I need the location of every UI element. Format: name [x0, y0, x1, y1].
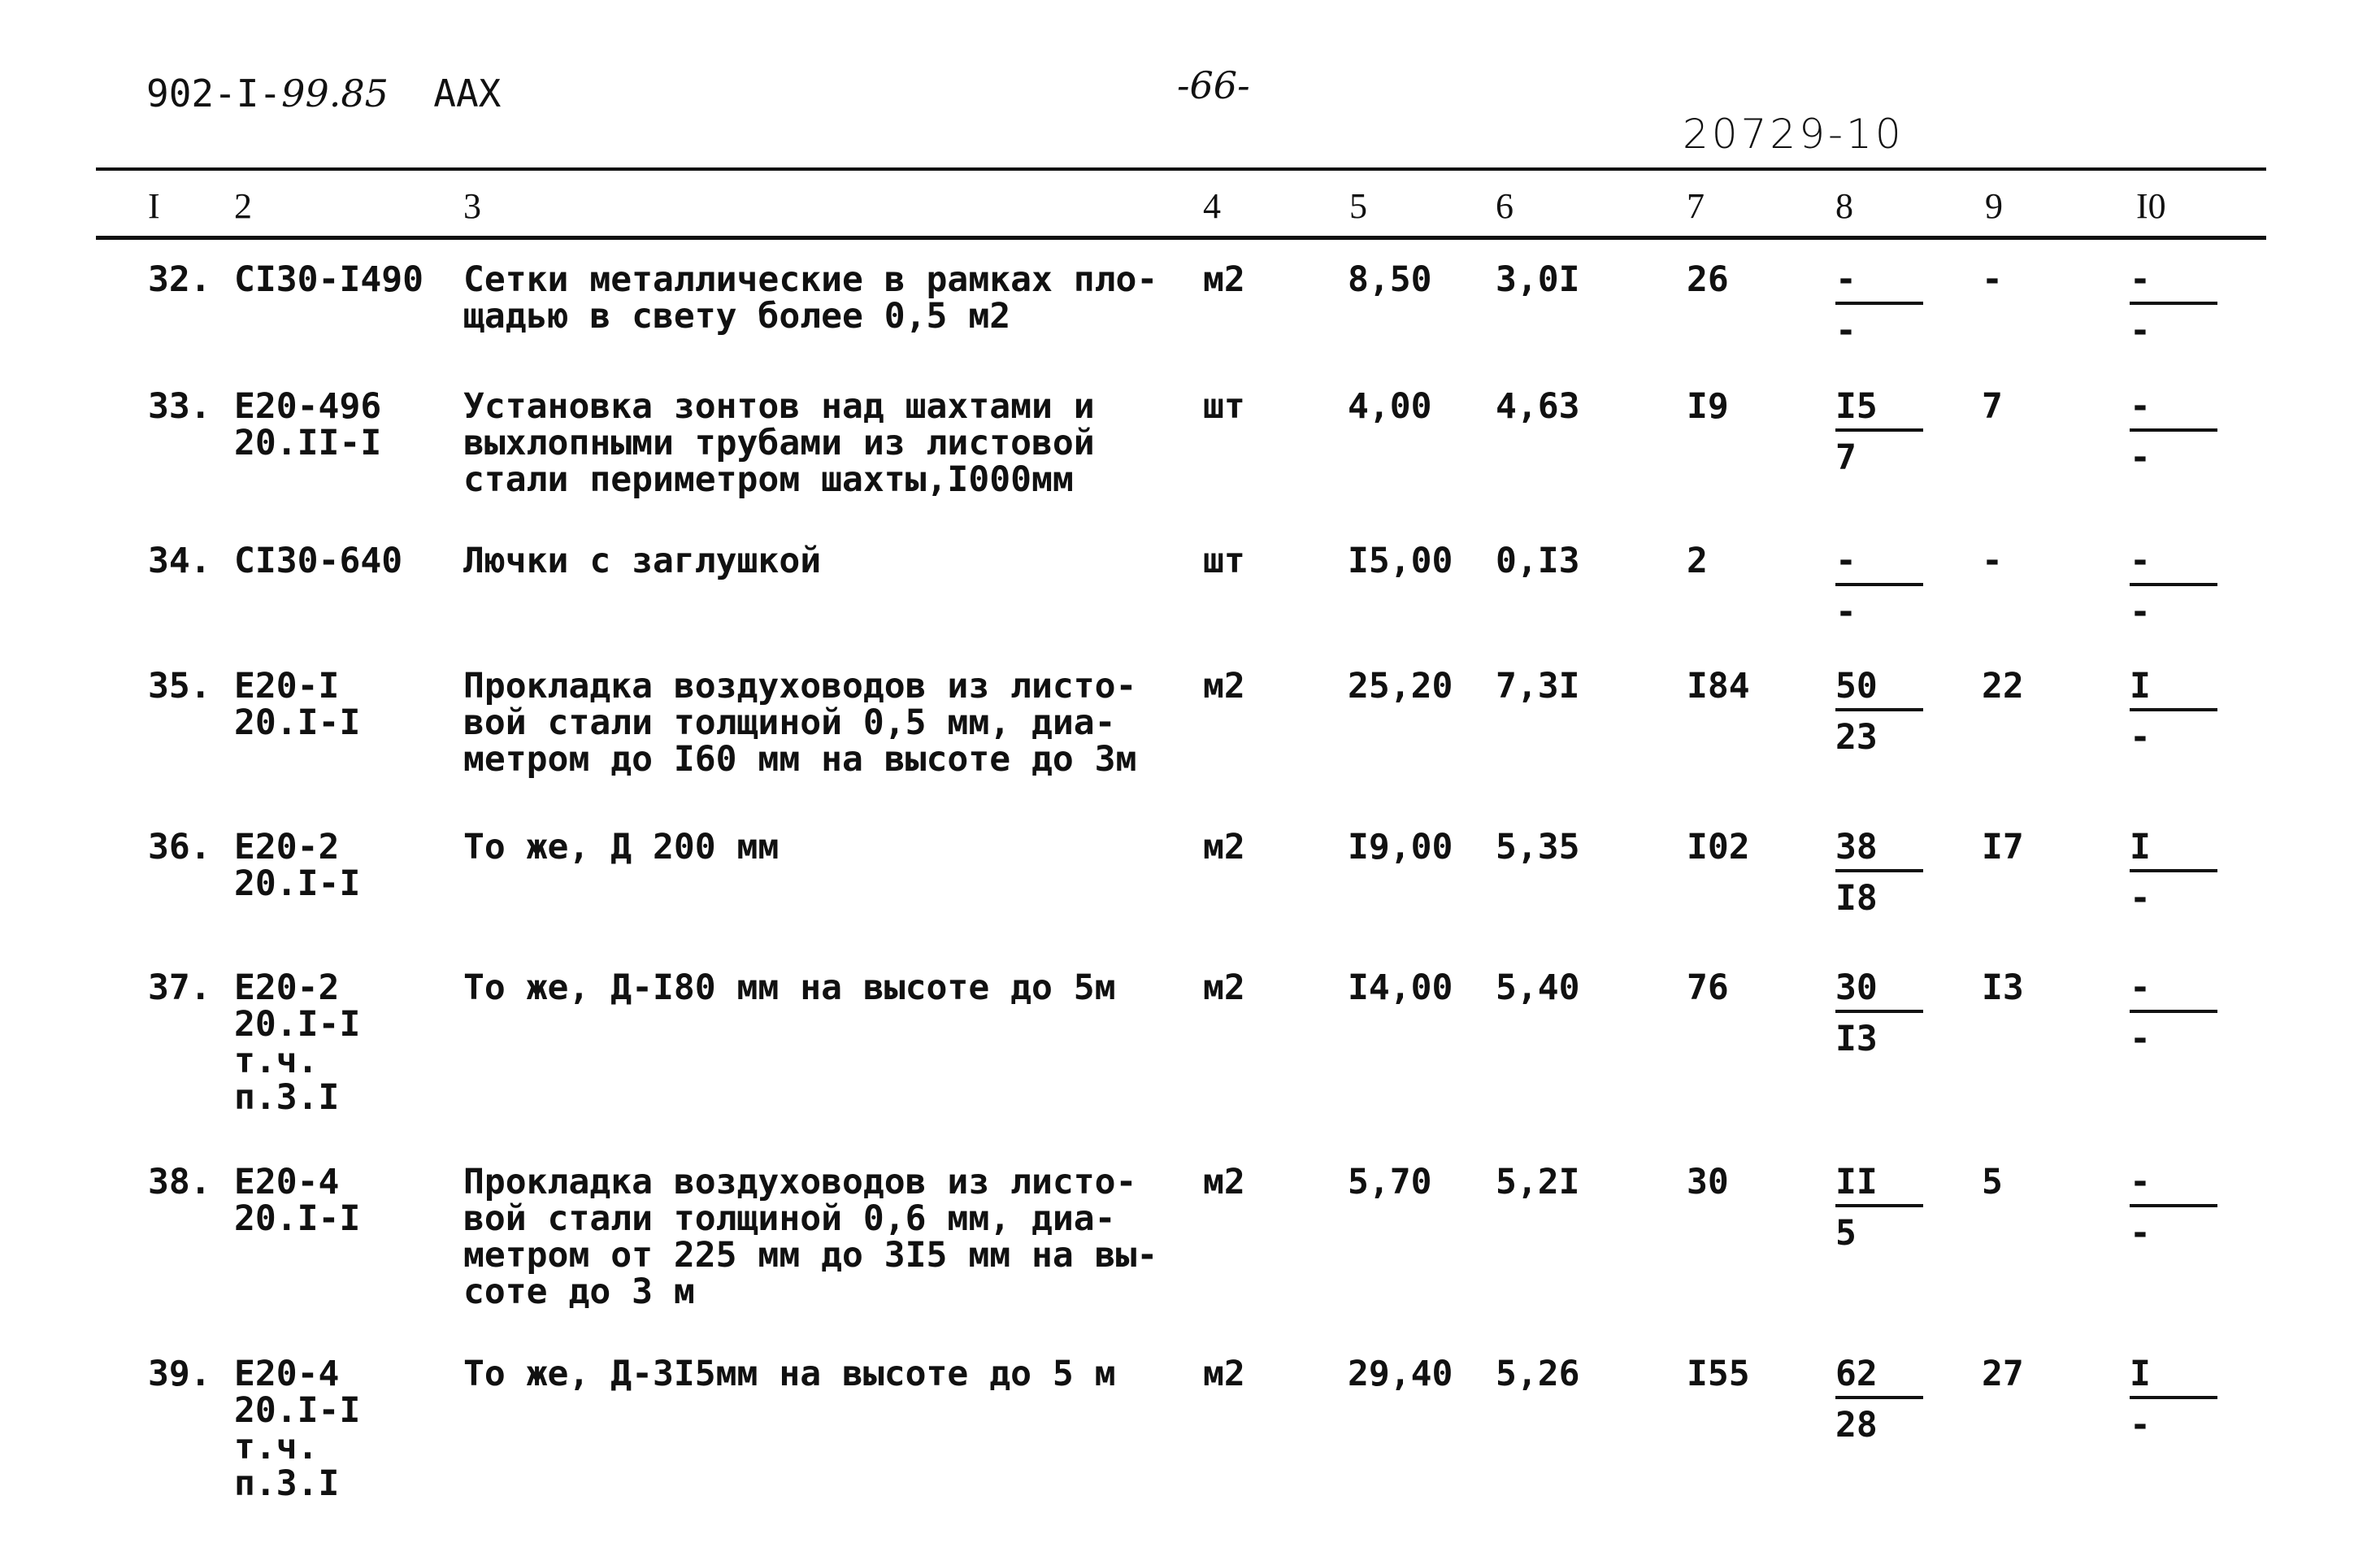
column-header-6: 6 [1496, 186, 1514, 226]
project-code-printed: 902-I- [146, 72, 282, 115]
column-10-value-numerator: I [2130, 666, 2151, 706]
rate-code [234, 543, 402, 580]
rate-code [234, 1356, 360, 1502]
column-header-3: 3 [463, 186, 481, 226]
rate-code-line: E20-4 [234, 1162, 340, 1202]
column-10-value-denominator: - [2130, 1019, 2151, 1059]
column-header-5: 5 [1349, 186, 1367, 226]
column-10-value-numerator: - [2130, 1162, 2151, 1202]
unit-price: 3,0I [1496, 259, 1580, 300]
work-description-line: вой стали толщиной 0,6 мм, диа- [463, 1198, 1116, 1239]
column-10-value-fraction-bar [2130, 583, 2217, 586]
column-10-value [2130, 967, 2219, 1059]
total-cost: 26 [1687, 259, 1729, 300]
column-8-value-numerator: II [1835, 1162, 1878, 1202]
work-description [463, 1164, 1157, 1311]
column-header-9: 9 [1985, 186, 2003, 226]
unit-price: 5,40 [1496, 967, 1580, 1008]
work-description-line: выхлопными трубами из листовой [463, 423, 1095, 463]
column-10-value [2130, 259, 2219, 351]
quantity: 29,40 [1348, 1354, 1453, 1394]
column-10-value-numerator: - [2130, 967, 2151, 1008]
column-9-value: 7 [1982, 386, 2003, 427]
column-8-value-denominator: I8 [1835, 878, 1878, 919]
total-cost: I55 [1687, 1354, 1750, 1394]
column-10-value [2130, 1164, 2219, 1252]
column-10-value-numerator: - [2130, 386, 2151, 427]
column-8-value [1835, 1164, 1925, 1252]
project-code-handwritten: 99.85 [281, 72, 389, 115]
column-10-value-fraction-bar [2130, 708, 2217, 711]
column-8-value-fraction-bar [1835, 583, 1923, 586]
rate-code [234, 668, 360, 741]
column-8-value-denominator: - [1835, 311, 1857, 351]
column-8-value-denominator: 28 [1835, 1405, 1878, 1445]
column-10-value-fraction-bar [2130, 302, 2217, 305]
rate-code-line: 20.I-I [234, 1390, 361, 1431]
unit-price: 0,I3 [1496, 541, 1580, 581]
column-9-value: I7 [1982, 827, 2024, 867]
column-10-value-denominator: - [2130, 311, 2151, 351]
unit-price: 5,35 [1496, 827, 1580, 867]
work-description-line: метром от 225 мм до 3I5 мм на вы- [463, 1235, 1158, 1276]
column-8-value-denominator: 23 [1835, 717, 1878, 758]
rate-code-line: E20-4 [234, 1354, 340, 1394]
unit-price: 4,63 [1496, 386, 1580, 427]
work-description-line: стали периметром шахты,I000мм [463, 459, 1074, 500]
column-10-value-numerator: - [2130, 259, 2151, 300]
quantity: 4,00 [1348, 386, 1432, 427]
total-cost: I9 [1687, 386, 1729, 427]
column-10-value-numerator: I [2130, 1354, 2151, 1394]
unit: шт [1203, 386, 1245, 427]
rate-code-line: 20.II-I [234, 423, 382, 463]
row-number: 34. [148, 541, 211, 581]
column-9-value: - [1982, 259, 2003, 300]
document-number: 20729-10 [1683, 111, 1904, 158]
column-8-value-fraction-bar [1835, 302, 1923, 305]
row-number: 32. [148, 259, 211, 300]
column-8-value-numerator: - [1835, 541, 1857, 581]
column-header-10: I0 [2136, 186, 2166, 226]
total-cost: I84 [1687, 666, 1750, 706]
work-description [463, 967, 1116, 1008]
column-8-value [1835, 259, 1925, 351]
column-10-value [2130, 1356, 2219, 1444]
unit-price: 7,3I [1496, 666, 1580, 706]
rate-code [234, 259, 423, 300]
column-8-value-fraction-bar [1835, 708, 1923, 711]
work-description-line: То же, Д-I80 мм на высоте до 5м [463, 967, 1116, 1008]
column-8-value-numerator: I5 [1835, 386, 1878, 427]
rate-code-line: 20.I-I [234, 863, 361, 904]
work-description-line: щадью в свету более 0,5 м2 [463, 296, 1011, 337]
column-10-value-denominator: - [2130, 437, 2151, 478]
row-number: 37. [148, 967, 211, 1008]
column-10-value-fraction-bar [2130, 1396, 2217, 1399]
column-10-value-denominator: - [2130, 592, 2151, 633]
rate-code-line: 20.I-I [234, 1004, 361, 1045]
unit: шт [1203, 541, 1245, 581]
quantity: I9,00 [1348, 827, 1453, 867]
work-description [463, 386, 1095, 500]
work-description-line: Лючки с заглушкой [463, 541, 822, 581]
rate-code [234, 967, 361, 1118]
column-9-value: 27 [1982, 1354, 2024, 1394]
column-8-value-fraction-bar [1835, 1010, 1923, 1013]
unit-price: 5,2I [1496, 1162, 1580, 1202]
column-header-1: I [148, 186, 160, 226]
column-header-2: 2 [234, 186, 252, 226]
column-8-value-denominator: 7 [1835, 437, 1857, 478]
column-8-value-numerator: 50 [1835, 666, 1878, 706]
column-10-value [2130, 386, 2219, 478]
total-cost: I02 [1687, 827, 1750, 867]
rate-code-line: 20.I-I [234, 702, 361, 743]
column-10-value-denominator: - [2130, 1213, 2151, 1254]
column-9-value: - [1982, 541, 2003, 581]
work-description-line: метром до I60 мм на высоте до 3м [463, 739, 1137, 780]
quantity: 8,50 [1348, 259, 1432, 300]
column-8-value-numerator: 62 [1835, 1354, 1878, 1394]
rate-code-line: CI30-I490 [234, 259, 423, 300]
column-10-value-denominator: - [2130, 717, 2151, 758]
column-9-value: 22 [1982, 666, 2024, 706]
column-10-value-denominator: - [2130, 1405, 2151, 1445]
column-8-value [1835, 668, 1925, 756]
quantity: 25,20 [1348, 666, 1453, 706]
work-description [463, 543, 821, 580]
column-header-4: 4 [1203, 186, 1221, 226]
column-8-value-fraction-bar [1835, 869, 1923, 872]
row-number: 39. [148, 1354, 211, 1394]
row-number: 35. [148, 666, 211, 706]
quantity: I5,00 [1348, 541, 1453, 581]
total-cost: 76 [1687, 967, 1729, 1008]
unit: м2 [1203, 967, 1245, 1008]
column-8-value [1835, 1356, 1925, 1444]
column-10-value [2130, 668, 2219, 756]
column-8-value-numerator: - [1835, 259, 1857, 300]
column-10-value-fraction-bar [2130, 428, 2217, 432]
work-description [463, 1356, 1116, 1393]
work-description-line: Прокладка воздуховодов из листо- [463, 666, 1137, 706]
column-10-value [2130, 543, 2219, 631]
column-9-value: 5 [1982, 1162, 2003, 1202]
row-number: 36. [148, 827, 211, 867]
rate-code [234, 1164, 360, 1237]
column-8-value [1835, 829, 1925, 917]
column-8-value [1835, 386, 1925, 478]
work-description-line: Сетки металлические в рамках пло- [463, 259, 1158, 300]
column-8-value-fraction-bar [1835, 1396, 1923, 1399]
page-number: -66- [1177, 63, 1250, 107]
quantity: 5,70 [1348, 1162, 1432, 1202]
column-8-value-fraction-bar [1835, 428, 1923, 432]
rate-code-line: E20-I [234, 666, 340, 706]
work-description-line: То же, Д-3I5мм на высоте до 5 м [463, 1354, 1116, 1394]
rate-code [234, 829, 360, 902]
unit-price: 5,26 [1496, 1354, 1580, 1394]
total-cost: 2 [1687, 541, 1708, 581]
unit: м2 [1203, 1162, 1245, 1202]
unit: м2 [1203, 259, 1245, 300]
work-description-line: То же, Д 200 мм [463, 827, 780, 867]
column-10-value-denominator: - [2130, 878, 2151, 919]
column-10-value-fraction-bar [2130, 869, 2217, 872]
rate-code [234, 386, 382, 463]
work-description-line: Прокладка воздуховодов из листо- [463, 1162, 1137, 1202]
column-8-value [1835, 543, 1925, 631]
column-8-value-fraction-bar [1835, 1204, 1923, 1207]
rate-code-line: п.3.I [234, 1463, 340, 1504]
rate-code-line: 20.I-I [234, 1198, 361, 1239]
column-10-value [2130, 829, 2219, 917]
unit: м2 [1203, 666, 1245, 706]
rate-code-line: т.ч. [234, 1427, 319, 1467]
work-description-line: Установка зонтов над шахтами и [463, 386, 1095, 427]
column-10-value-numerator: I [2130, 827, 2151, 867]
initials: ААХ [433, 72, 502, 115]
rate-code-line: E20-496 [234, 386, 382, 427]
unit: м2 [1203, 1354, 1245, 1394]
column-9-value: I3 [1982, 967, 2024, 1008]
column-8-value-numerator: 38 [1835, 827, 1878, 867]
column-8-value-numerator: 30 [1835, 967, 1878, 1008]
column-8-value [1835, 967, 1925, 1059]
unit: м2 [1203, 827, 1245, 867]
rate-code-line: E20-2 [234, 827, 340, 867]
row-number: 33. [148, 386, 211, 427]
rate-code-line: п.3.I [234, 1077, 340, 1118]
rate-code-line: CI30-640 [234, 541, 403, 581]
rate-code-line: т.ч. [234, 1041, 319, 1081]
column-header-7: 7 [1687, 186, 1705, 226]
work-description [463, 829, 779, 866]
column-10-value-numerator: - [2130, 541, 2151, 581]
column-10-value-fraction-bar [2130, 1204, 2217, 1207]
column-8-value-denominator: 5 [1835, 1213, 1857, 1254]
work-description-line: соте до 3 м [463, 1272, 695, 1312]
rate-code-line: E20-2 [234, 967, 340, 1008]
column-10-value-fraction-bar [2130, 1010, 2217, 1013]
column-8-value-denominator: I3 [1835, 1019, 1878, 1059]
total-cost: 30 [1687, 1162, 1729, 1202]
work-description-line: вой стали толщиной 0,5 мм, диа- [463, 702, 1116, 743]
row-number: 38. [148, 1162, 211, 1202]
quantity: I4,00 [1348, 967, 1453, 1008]
work-description [463, 259, 1158, 337]
work-description [463, 668, 1136, 778]
column-header-8: 8 [1835, 186, 1853, 226]
column-8-value-denominator: - [1835, 592, 1857, 633]
